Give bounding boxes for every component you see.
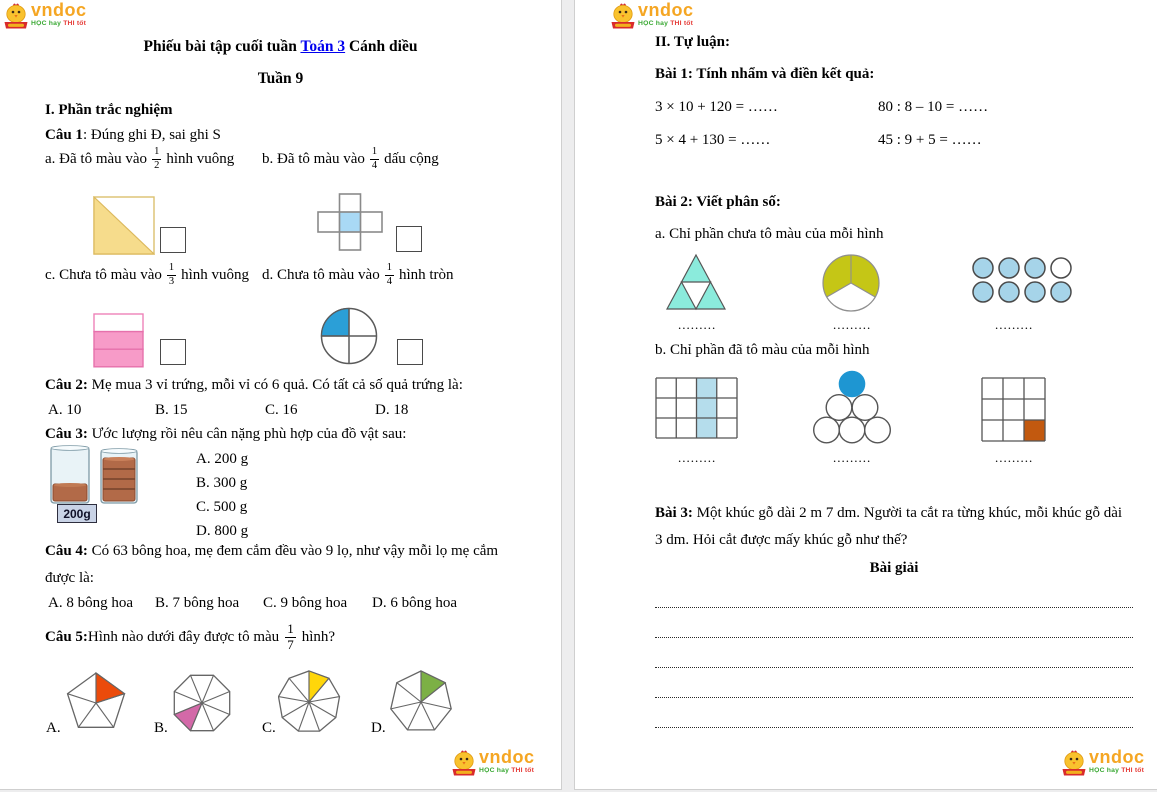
vndoc-chick-icon xyxy=(452,749,476,778)
vndoc-brand-text: vndoc xyxy=(31,0,87,20)
q1d-text: d. Chưa tô màu vào xyxy=(262,266,380,283)
q5-shape-label-d: D. xyxy=(371,720,386,736)
triangle-figure xyxy=(665,253,727,311)
vndoc-tagline: HỌC hay THI tốt xyxy=(31,20,87,28)
q2-option-d: D. 18 xyxy=(375,402,409,418)
question-4-text: Có 63 bông hoa, mẹ đem cắm đều vào 9 lọ, như vậy mỗi lọ mẹ cắm xyxy=(87,543,499,559)
q5-shape-label-a: A. xyxy=(46,720,61,736)
q2-option-a: A. 10 xyxy=(48,402,82,418)
fraction-1-4b: $\frac{1}{4}$ xyxy=(386,262,392,287)
question-4-label: Câu 4: xyxy=(45,543,88,559)
vndoc-chick-icon xyxy=(611,2,635,31)
vndoc-brand-text: vndoc xyxy=(638,0,694,20)
q3-option-d: D. 800 g xyxy=(196,523,249,539)
equation-4: 45 : 9 + 5 = …… xyxy=(878,132,982,148)
exercise-3-label: Bài 3: xyxy=(655,505,693,521)
answer-box-1d xyxy=(397,339,423,365)
question-4 xyxy=(45,542,498,561)
answer-dots: ......... xyxy=(833,317,872,332)
title-prefix: Phiếu bài tập cuối tuần xyxy=(143,38,301,55)
exercise-3 xyxy=(655,504,1122,523)
nonagon-figure-c xyxy=(278,670,341,733)
toan-3-link[interactable]: Toán 3 xyxy=(300,38,346,55)
exercise-1-title: Bài 1: Tính nhẩm và điền kết quả: xyxy=(655,66,875,82)
q2-option-b: B. 15 xyxy=(155,402,188,418)
answer-line xyxy=(655,595,1133,608)
section-2-heading: II. Tự luận: xyxy=(655,34,731,50)
answer-box-1a xyxy=(160,227,186,253)
vndoc-chick-icon xyxy=(4,2,28,31)
answer-line xyxy=(655,685,1133,698)
answer-box-1c xyxy=(160,339,186,365)
answer-box-1b xyxy=(396,226,422,252)
worksheet-page-1 xyxy=(0,0,561,789)
q1b-text-end: dấu cộng xyxy=(384,150,439,167)
worksheet-page-2 xyxy=(575,0,1157,789)
question-5-text-end: hình? xyxy=(301,628,336,645)
q4-option-d: D. 6 bông hoa xyxy=(372,595,457,611)
answer-dots: ......... xyxy=(678,317,717,332)
q4-option-b: B. 7 bông hoa xyxy=(155,595,240,611)
exercise-3-text: Một khúc gỗ dài 2 m 7 dm. Người ta cắt ra từng khúc, mỗi khúc gỗ dài xyxy=(692,505,1123,521)
circle-pyramid-figure xyxy=(812,369,892,445)
equation-3: 5 × 4 + 130 = …… xyxy=(655,132,771,148)
heptagon-figure-d xyxy=(390,670,453,735)
answer-dots: ......... xyxy=(678,450,717,465)
octagon-figure-b xyxy=(172,672,232,734)
question-2 xyxy=(45,376,463,395)
exercise-3-text2: 3 dm. Hỏi cắt được mấy khúc gỗ như thế? xyxy=(655,532,908,548)
question-1-text: : Đúng ghi Đ, sai ghi S xyxy=(82,127,221,143)
vndoc-brand-text: vndoc xyxy=(479,747,535,767)
answer-dots: ......... xyxy=(995,317,1034,332)
worksheet-title xyxy=(0,37,561,56)
fraction-1-2: $\frac{1}{2}$ xyxy=(154,146,160,171)
vndoc-chick-icon xyxy=(1062,749,1086,778)
exercise-2-part-b: b. Chỉ phần đã tô màu của mỗi hình xyxy=(655,342,870,358)
q3-option-c: C. 500 g xyxy=(196,499,248,515)
plus-shape-figure xyxy=(317,193,383,251)
question-1d xyxy=(262,260,454,290)
vndoc-logo-footer-left xyxy=(452,749,535,778)
q1c-text-end: hình vuông xyxy=(181,266,250,283)
question-5-label: Câu 5: xyxy=(45,628,88,645)
weight-200g-label: 200g xyxy=(57,504,97,523)
equation-1: 3 × 10 + 120 = …… xyxy=(655,99,778,115)
vndoc-tagline: HỌC hay THI tốt xyxy=(638,20,694,28)
vndoc-tagline: HỌC hay THI tốt xyxy=(1089,767,1145,775)
answer-line xyxy=(655,625,1133,638)
q4-option-a: A. 8 bông hoa xyxy=(48,595,133,611)
fraction-1-3: $\frac{1}{3}$ xyxy=(168,262,175,287)
answer-line xyxy=(655,655,1133,668)
title-suffix: Cánh diều xyxy=(345,38,418,55)
q2-option-c: C. 16 xyxy=(265,402,298,418)
question-1-label: Câu 1 xyxy=(45,127,83,143)
q1a-text-end: hình vuông xyxy=(166,150,235,167)
question-4-text2: được là: xyxy=(45,570,94,586)
question-2-text: Mẹ mua 3 vỉ trứng, mỗi vỉ có 6 quả. Có tất cả số quả trứng là: xyxy=(87,377,463,393)
q3-option-a: A. 200 g xyxy=(196,451,249,467)
exercise-2-part-a: a. Chỉ phần chưa tô màu của mỗi hình xyxy=(655,226,884,242)
beakers-figure xyxy=(45,442,145,506)
grid-4x3-figure xyxy=(655,377,738,440)
fraction-1-7: $\frac{1}{7}$ xyxy=(287,620,294,652)
question-1c xyxy=(45,260,249,290)
q4-option-c: C. 9 bông hoa xyxy=(263,595,348,611)
question-3-label: Câu 3: xyxy=(45,426,88,442)
section-1-heading: I. Phần trắc nghiệm xyxy=(45,102,173,118)
q5-shape-label-c: C. xyxy=(262,720,276,736)
question-2-label: Câu 2: xyxy=(45,377,88,393)
answer-dots: ......... xyxy=(833,450,872,465)
q1a-text: a. Đã tô màu vào xyxy=(45,150,148,167)
dot-circles-figure xyxy=(971,256,1075,304)
q1d-text-end: hình tròn xyxy=(398,266,454,283)
worksheet-subtitle: Tuần 9 xyxy=(257,70,304,87)
equation-2: 80 : 8 – 10 = …… xyxy=(878,99,989,115)
question-5 xyxy=(45,618,335,656)
vndoc-brand-text: vndoc xyxy=(1089,747,1145,767)
solution-heading: Bài giải xyxy=(869,560,919,576)
vndoc-logo-header-left xyxy=(4,2,87,31)
q1c-text: c. Chưa tô màu vào xyxy=(45,266,162,283)
half-shaded-square-figure xyxy=(93,196,155,255)
pentagon-figure-a xyxy=(66,672,126,732)
question-1b xyxy=(262,144,439,174)
q3-option-b: B. 300 g xyxy=(196,475,248,491)
question-1 xyxy=(45,126,221,145)
answer-dots: ......... xyxy=(995,450,1034,465)
q1b-text: b. Đã tô màu vào xyxy=(262,150,365,167)
quarter-circle-figure xyxy=(320,305,378,367)
question-5-text: Hình nào dưới đây được tô màu xyxy=(87,628,280,645)
vndoc-tagline: HỌC hay THI tốt xyxy=(479,767,535,775)
q5-shape-label-b: B. xyxy=(154,720,168,736)
vndoc-logo-footer-right xyxy=(1062,749,1145,778)
answer-line xyxy=(655,715,1133,728)
fraction-1-4: $\frac{1}{4}$ xyxy=(371,146,378,171)
pink-bars-figure xyxy=(93,313,144,369)
pie-circle-figure xyxy=(821,252,883,316)
vndoc-logo-header-right xyxy=(611,2,694,31)
question-3 xyxy=(45,425,406,444)
grid-3x3-figure xyxy=(981,377,1046,442)
question-1a xyxy=(45,144,234,174)
question-3-text: Ước lượng rồi nêu cân nặng phù hợp của đồ vật sau: xyxy=(87,426,407,442)
exercise-2-title: Bài 2: Viết phân số: xyxy=(655,194,781,210)
